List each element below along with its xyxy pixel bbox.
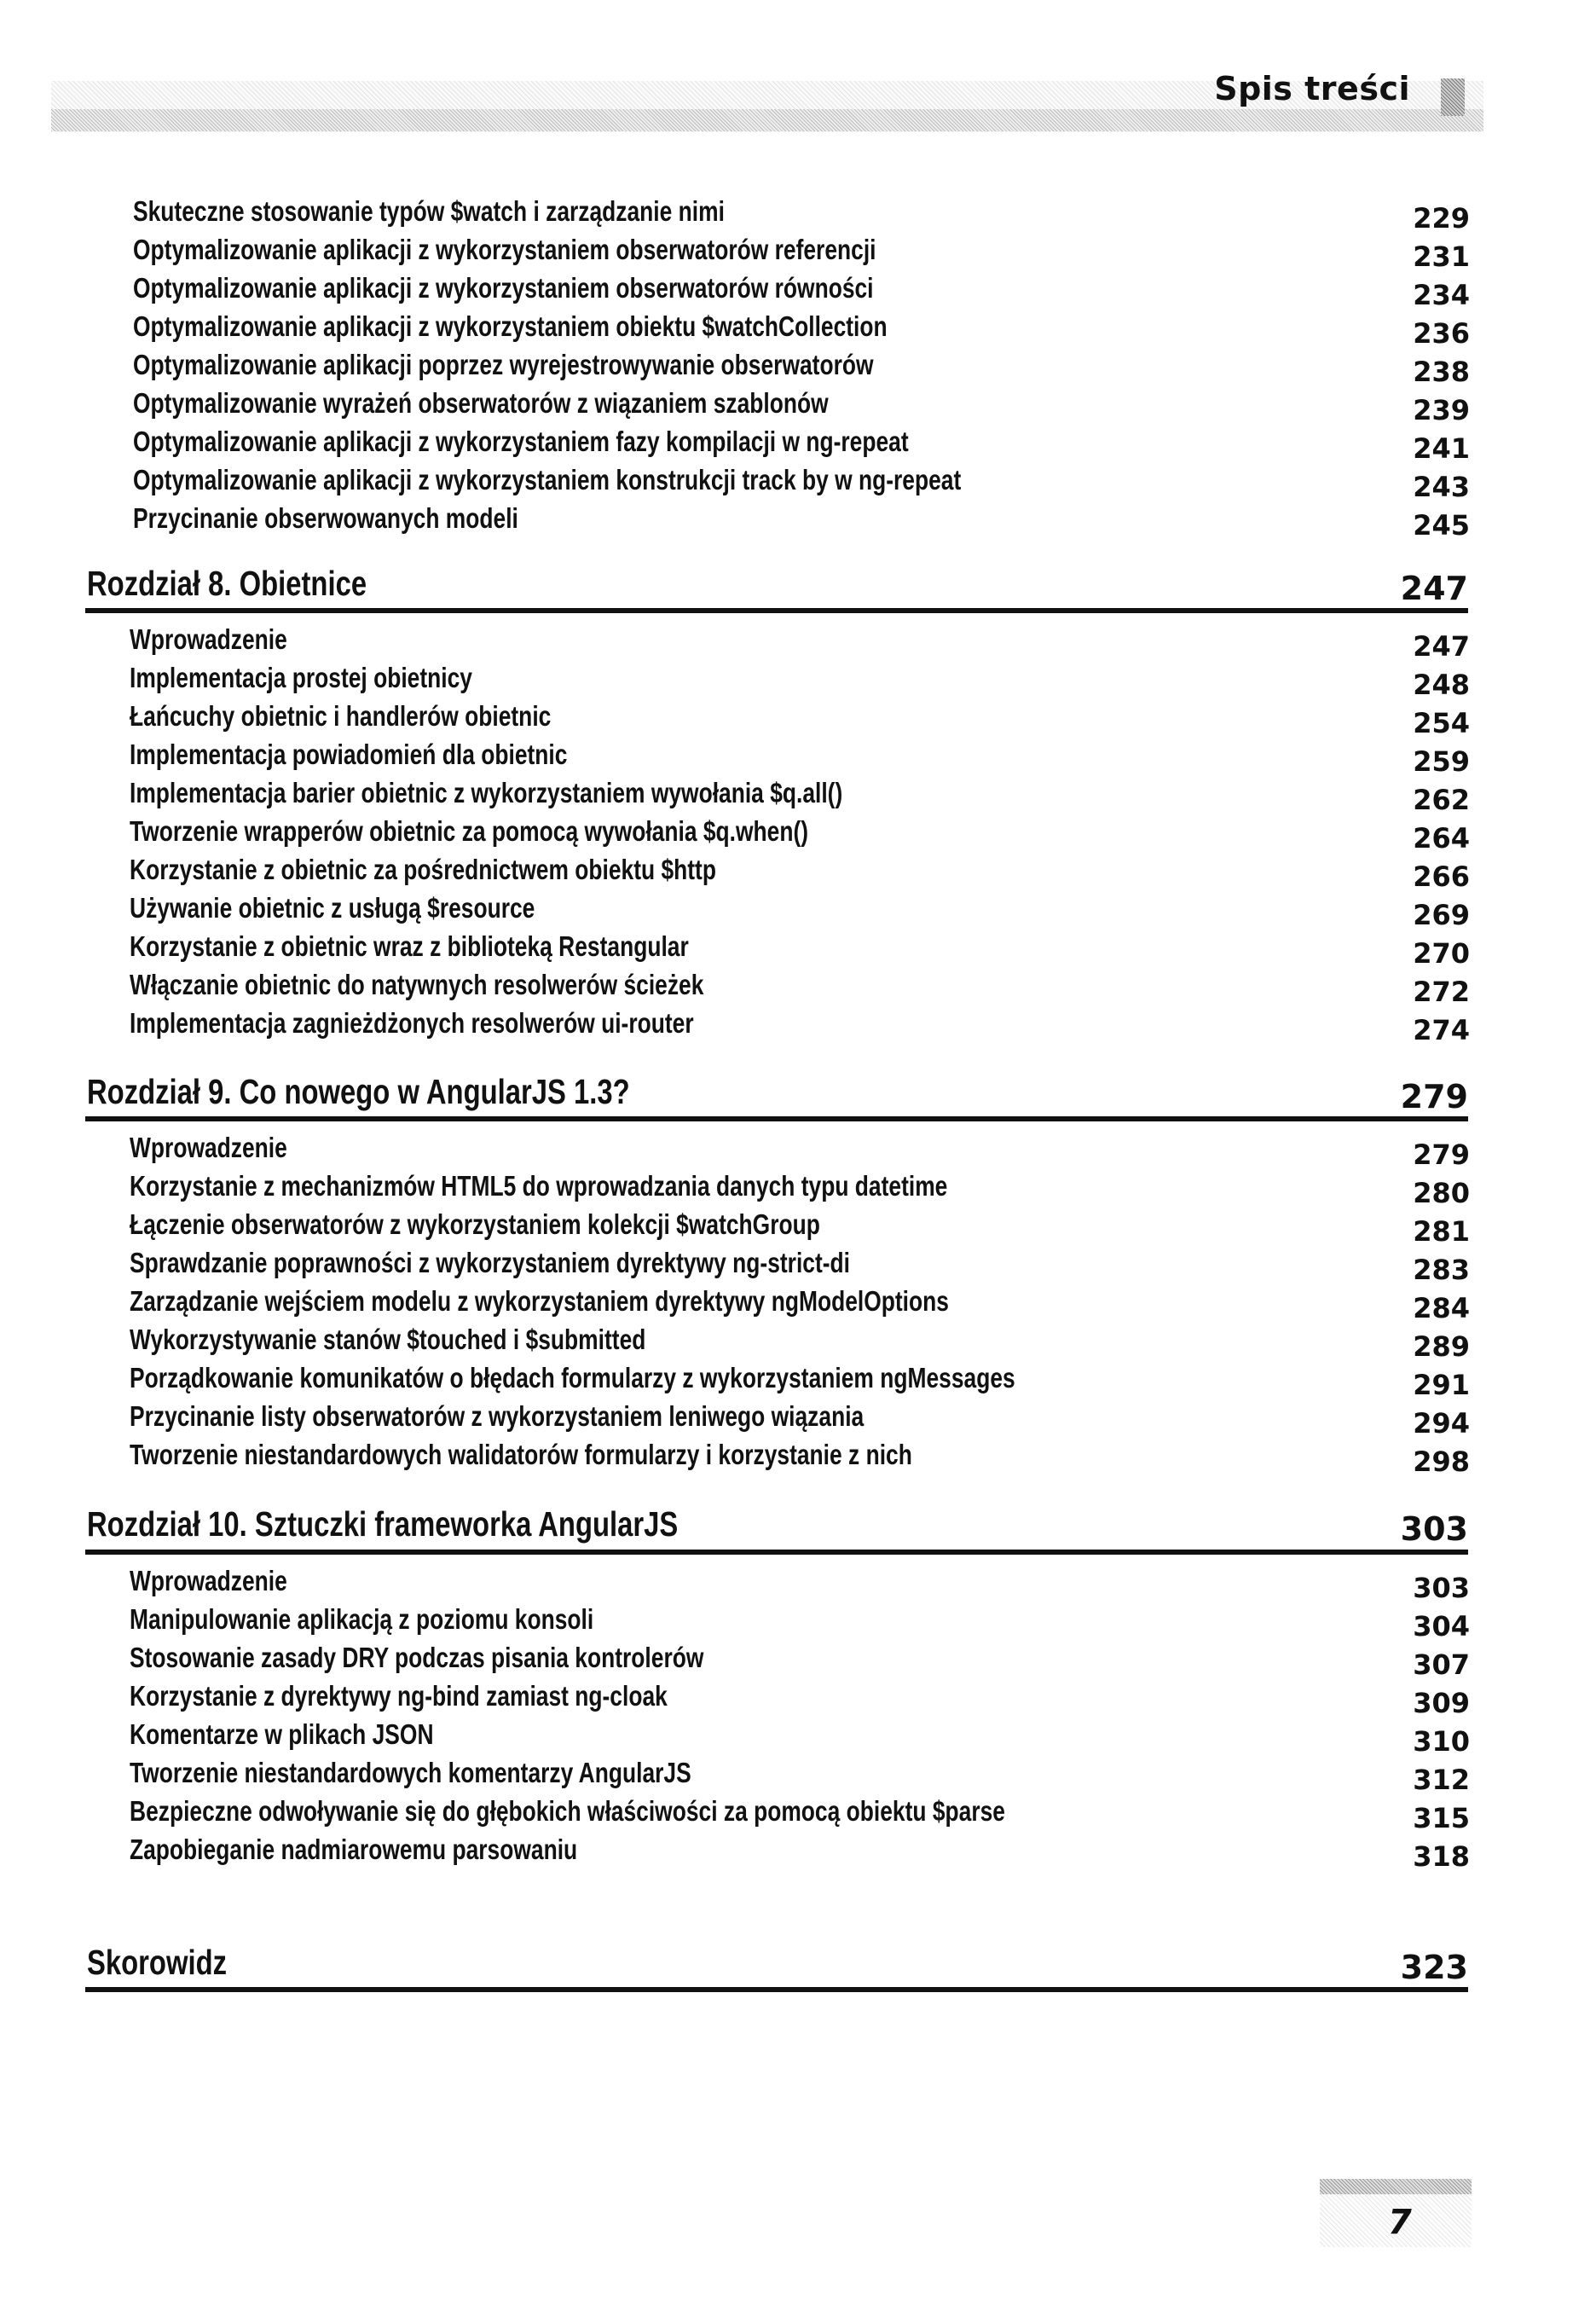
- toc-entry[interactable]: [0, 1361, 1596, 1399]
- toc-entry-title: Optymalizowanie aplikacji z wykorzystaniem konstrukcji track by w ng-repeat: [133, 464, 962, 495]
- toc-entry[interactable]: [0, 348, 1596, 388]
- toc-chapter-heading[interactable]: [0, 563, 1596, 607]
- chapter-rule: [85, 608, 1468, 613]
- toc-entry-page: 291: [1413, 1369, 1470, 1401]
- toc-entry-page: 243: [1413, 471, 1470, 503]
- toc-entry-page: 294: [1413, 1407, 1470, 1440]
- toc-entry[interactable]: [0, 891, 1596, 929]
- toc-entry[interactable]: [0, 1679, 1596, 1717]
- toc-entry[interactable]: [0, 623, 1596, 663]
- toc-entry[interactable]: [0, 1169, 1596, 1207]
- toc-entry[interactable]: [0, 1006, 1596, 1044]
- chapter-title: Rozdział 9. Co nowego w AngularJS 1.3?: [87, 1072, 630, 1111]
- toc-entry-page: 304: [1413, 1610, 1470, 1642]
- toc-entry-title: Używanie obietnic z usługą $resource: [130, 892, 535, 924]
- toc-entry-title: Manipulowanie aplikacją z poziomu konsoli: [130, 1603, 594, 1635]
- toc-entry-title: Tworzenie niestandardowych walidatorów formularzy i korzystanie z nich: [130, 1439, 912, 1470]
- toc-entry-title: Bezpieczne odwoływanie się do głębokich właściwości za pomocą obiektu $parse: [130, 1795, 1005, 1827]
- toc-entry-title: Stosowanie zasady DRY podczas pisania kontrolerów: [130, 1642, 704, 1673]
- toc-entry-page: 283: [1413, 1254, 1470, 1286]
- toc-entry-title: Łączenie obserwatorów z wykorzystaniem kolekcji $watchGroup: [130, 1208, 820, 1240]
- toc-entry[interactable]: [0, 501, 1596, 542]
- toc-entry-page: 318: [1413, 1840, 1470, 1873]
- toc-entry-page: 289: [1413, 1330, 1470, 1363]
- toc-entry-page: 262: [1413, 784, 1470, 816]
- toc-entry-title: Wykorzystywanie stanów $touched i $submitted: [130, 1324, 646, 1355]
- toc-entry[interactable]: [0, 1756, 1596, 1796]
- toc-entry[interactable]: [0, 814, 1596, 855]
- toc-entry[interactable]: [0, 699, 1596, 737]
- toc-chapter-heading[interactable]: [0, 1503, 1596, 1548]
- toc-entry-title: Optymalizowanie aplikacji poprzez wyrejestrowywanie obserwatorów: [133, 349, 874, 380]
- toc-entry-title: Optymalizowanie wyrażeń obserwatorów z wiązaniem szablonów: [133, 387, 829, 419]
- toc-entry-title: Wprowadzenie: [130, 1565, 287, 1596]
- toc-entry-title: Wprowadzenie: [130, 1132, 287, 1163]
- toc-entry-title: Przycinanie obserwowanych modeli: [133, 502, 518, 534]
- toc-entry[interactable]: [0, 1284, 1596, 1322]
- toc-entry[interactable]: [0, 386, 1596, 424]
- toc-entry-page: 298: [1413, 1445, 1470, 1478]
- toc-entry-title: Korzystanie z dyrektywy ng-bind zamiast ng-cloak: [130, 1680, 668, 1712]
- toc-entry-page: 231: [1413, 240, 1470, 273]
- toc-entry-title: Wprowadzenie: [130, 623, 287, 655]
- toc-entry[interactable]: [0, 233, 1596, 273]
- toc-entry-page: 274: [1413, 1014, 1470, 1046]
- toc-entry-page: 236: [1413, 317, 1470, 350]
- toc-entry-title: Implementacja powiadomień dla obietnic: [130, 739, 568, 770]
- chapter-page: 303: [1400, 1510, 1468, 1548]
- toc-entry[interactable]: [0, 1602, 1596, 1640]
- toc-entry-page: 229: [1413, 202, 1470, 235]
- index-rule: [85, 1987, 1468, 1992]
- toc-entry-page: 247: [1413, 630, 1470, 663]
- toc-entry-title: Łańcuchy obietnic i handlerów obietnic: [130, 700, 552, 732]
- toc-entry-page: 241: [1413, 432, 1470, 465]
- index-title: Skorowidz: [87, 1943, 228, 1982]
- toc-entry-title: Optymalizowanie aplikacji z wykorzystaniem obserwatorów równości: [133, 272, 874, 304]
- toc-entry[interactable]: [0, 1564, 1596, 1602]
- toc-entry-page: 280: [1413, 1177, 1470, 1209]
- toc-entry-page: 303: [1413, 1572, 1470, 1604]
- toc-entry-title: Sprawdzanie poprawności z wykorzystaniem dyrektywy ng-strict-di: [130, 1247, 851, 1278]
- toc-entry[interactable]: [0, 271, 1596, 309]
- toc-entry[interactable]: [0, 1438, 1596, 1478]
- chapter-title: Rozdział 8. Obietnice: [87, 564, 367, 603]
- toc-entry-title: Tworzenie niestandardowych komentarzy AngularJS: [130, 1757, 691, 1788]
- toc-entry-title: Porządkowanie komunikatów o błędach formularzy z wykorzystaniem ngMessages: [130, 1362, 1015, 1393]
- toc-entry[interactable]: [0, 968, 1596, 1008]
- header-marker-block: [1441, 78, 1465, 116]
- toc-entry-page: 234: [1413, 279, 1470, 311]
- toc-entry-title: Implementacja zagnieżdżonych resolwerów ui-router: [130, 1007, 694, 1039]
- toc-entry[interactable]: [0, 853, 1596, 893]
- toc-entry[interactable]: [0, 1246, 1596, 1286]
- toc-entry[interactable]: [0, 194, 1596, 235]
- toc-entry-title: Zarządzanie wejściem modelu z wykorzystaniem dyrektywy ngModelOptions: [130, 1285, 949, 1317]
- toc-entry-title: Optymalizowanie aplikacji z wykorzystaniem obserwatorów referencji: [133, 234, 876, 265]
- footer-band-shade: [1320, 2179, 1472, 2194]
- toc-entry-title: Tworzenie wrapperów obietnic za pomocą wywołania $q.when(): [130, 815, 809, 847]
- toc-entry[interactable]: [0, 738, 1596, 778]
- toc-entry[interactable]: [0, 1794, 1596, 1832]
- toc-index-heading[interactable]: [0, 1942, 1596, 1986]
- toc-entry[interactable]: [0, 463, 1596, 501]
- toc-entry-page: 270: [1413, 937, 1470, 970]
- toc-entry-page: 266: [1413, 860, 1470, 893]
- toc-entry-title: Optymalizowanie aplikacji z wykorzystaniem obiektu $watchCollection: [133, 310, 888, 342]
- toc-entry[interactable]: [0, 930, 1596, 970]
- toc-entry[interactable]: [0, 1833, 1596, 1873]
- index-page: 323: [1400, 1949, 1468, 1986]
- toc-entry-page: 239: [1413, 394, 1470, 426]
- toc-entry-title: Korzystanie z mechanizmów HTML5 do wprowadzania danych typu datetime: [130, 1170, 948, 1202]
- chapter-page: 279: [1400, 1078, 1468, 1115]
- toc-entry[interactable]: [0, 1718, 1596, 1758]
- chapter-title: Rozdział 10. Sztuczki frameworka AngularJS: [87, 1504, 679, 1544]
- toc-chapter-heading[interactable]: [0, 1071, 1596, 1115]
- toc-entry-page: 245: [1413, 509, 1470, 542]
- toc-entry-title: Korzystanie z obietnic za pośrednictwem obiektu $http: [130, 854, 716, 885]
- chapter-page: 247: [1400, 570, 1468, 607]
- chapter-rule: [85, 1116, 1468, 1121]
- toc-entry[interactable]: [0, 1323, 1596, 1363]
- toc-entry-page: 238: [1413, 356, 1470, 388]
- toc-entry-title: Optymalizowanie aplikacji z wykorzystaniem fazy kompilacji w ng-repeat: [133, 426, 909, 457]
- toc-entry-title: Korzystanie z obietnic wraz z biblioteką Restangular: [130, 930, 689, 962]
- toc-entry-title: Implementacja barier obietnic z wykorzystaniem wywołania $q.all(): [130, 777, 843, 808]
- toc-entry-page: 315: [1413, 1802, 1470, 1834]
- toc-entry-page: 248: [1413, 669, 1470, 701]
- toc-entry[interactable]: [0, 661, 1596, 701]
- toc-entry-page: 272: [1413, 976, 1470, 1008]
- toc-entry-page: 254: [1413, 707, 1470, 739]
- toc-entry[interactable]: [0, 1131, 1596, 1171]
- toc-entry-title: Komentarze w plikach JSON: [130, 1718, 434, 1750]
- toc-entry[interactable]: [0, 1208, 1596, 1248]
- toc-entry-title: Zapobieganie nadmiarowemu parsowaniu: [130, 1834, 578, 1865]
- toc-entry-title: Skuteczne stosowanie typów $watch i zarządzanie nimi: [133, 195, 725, 227]
- chapter-rule: [85, 1550, 1468, 1555]
- toc-entry-title: Włączanie obietnic do natywnych resolwerów ścieżek: [130, 969, 704, 1000]
- header-band-shade: [51, 109, 1483, 131]
- page-number: 7: [1388, 2203, 1412, 2242]
- toc-entry-page: 269: [1413, 899, 1470, 931]
- toc-entry-page: 309: [1413, 1687, 1470, 1719]
- toc-entry-title: Przycinanie listy obserwatorów z wykorzystaniem leniwego wiązania: [130, 1400, 864, 1432]
- toc-entry-page: 259: [1413, 745, 1470, 778]
- toc-entry[interactable]: [0, 1399, 1596, 1440]
- toc-entry[interactable]: [0, 776, 1596, 814]
- toc-entry-page: 281: [1413, 1215, 1470, 1248]
- running-header-title: Spis treści: [1214, 70, 1410, 107]
- toc-entry-title: Implementacja prostej obietnicy: [130, 662, 472, 693]
- toc-entry[interactable]: [0, 310, 1596, 350]
- toc-entry[interactable]: [0, 1641, 1596, 1681]
- toc-entry-page: 284: [1413, 1292, 1470, 1324]
- toc-entry-page: 307: [1413, 1648, 1470, 1681]
- toc-entry-page: 310: [1413, 1725, 1470, 1758]
- toc-entry-page: 279: [1413, 1138, 1470, 1171]
- toc-entry-page: 264: [1413, 822, 1470, 855]
- toc-entry-page: 312: [1413, 1764, 1470, 1796]
- toc-entry[interactable]: [0, 425, 1596, 465]
